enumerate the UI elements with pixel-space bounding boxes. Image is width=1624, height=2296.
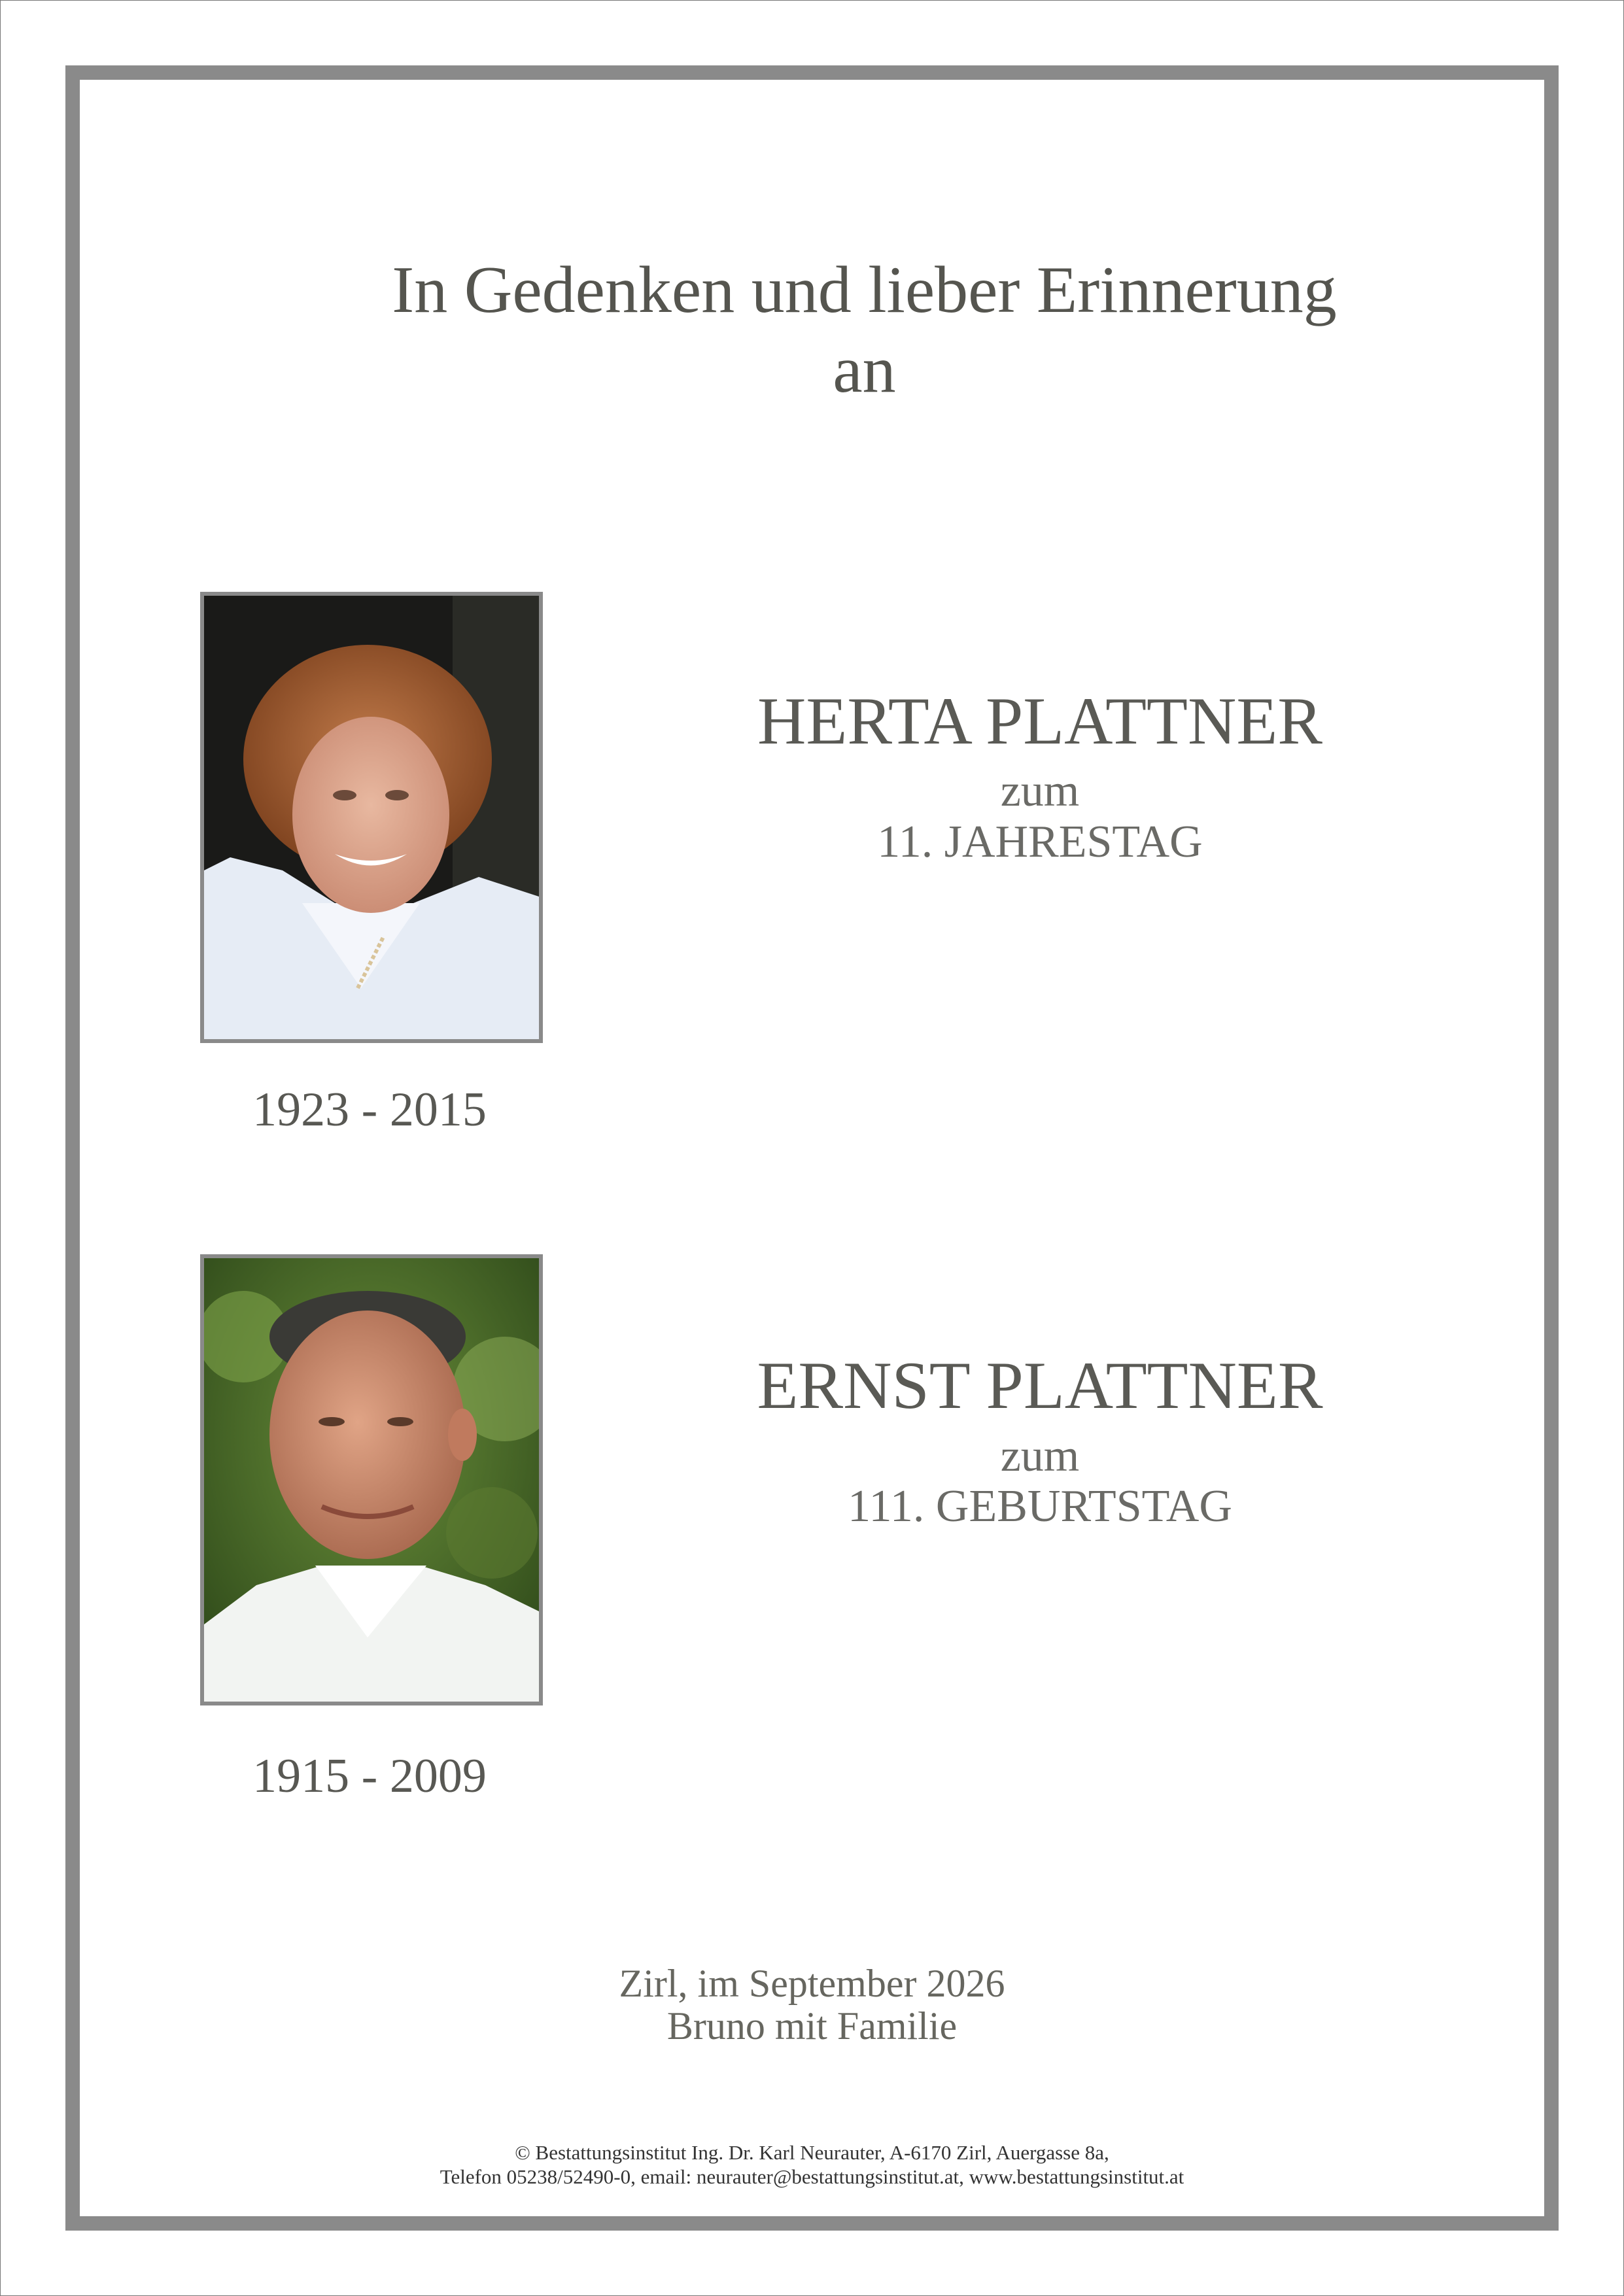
- person-name-ernst: ERNST PLATTNER: [757, 1348, 1323, 1423]
- closing-signature: Bruno mit Familie: [666, 2004, 958, 2048]
- imprint-line-1: © Bestattungsinstitut Ing. Dr. Karl Neurauter, A-6170 Zirl, Auergasse 8a,: [515, 2141, 1109, 2164]
- portrait-woman-image: [204, 596, 539, 1039]
- person-occasion-herta: 11. JAHRESTAG: [877, 817, 1203, 867]
- person-zum-ernst: zum: [1000, 1431, 1080, 1481]
- heading-line-1: In Gedenken und lieber Erinnerung: [392, 253, 1337, 327]
- closing-place-date: Zirl, im September 2026: [619, 1962, 1005, 2005]
- imprint-line-2: Telefon 05238/52490-0, email: neurauter@bestattungsinstitut.at, www.bestattungsinstitut.at: [440, 2165, 1184, 2188]
- person-zum-herta: zum: [1000, 766, 1080, 816]
- portrait-ernst-plattner: [200, 1254, 543, 1705]
- portrait-man-image: [204, 1258, 539, 1702]
- person-occasion-ernst: 111. GEBURTSTAG: [848, 1481, 1232, 1532]
- person-name-herta: HERTA PLATTNER: [757, 684, 1322, 759]
- heading-line-2: an: [833, 333, 896, 407]
- person-years-ernst: 1915 - 2009: [252, 1749, 487, 1803]
- portrait-herta-plattner: [200, 592, 543, 1043]
- person-years-herta: 1923 - 2015: [252, 1083, 487, 1137]
